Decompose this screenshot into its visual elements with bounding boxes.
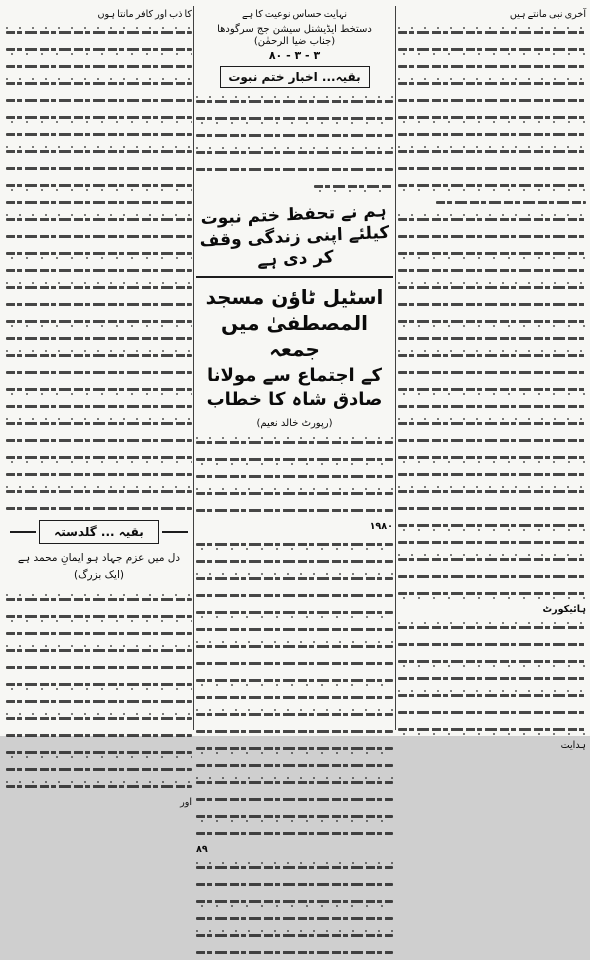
body-text	[196, 535, 393, 841]
divider	[196, 276, 393, 278]
body-text	[196, 858, 393, 960]
page-ref: ۸۹	[196, 843, 208, 855]
signature-name: (جناب ضیا الرحمٰن)	[253, 36, 336, 47]
date-line: ۳ - ۳ - ۸۰	[268, 49, 321, 62]
body-text	[196, 92, 393, 194]
court-line: ہائیکورٹ	[542, 604, 586, 615]
slant-headline: ہم نے تحفظ ختم نبوت کیلئے اپنی زندگی وقف کر دی ہے	[199, 200, 390, 271]
main-headline: اسٹیل ٹاؤن مسجد المصطفیٰ میں جمعہ	[205, 284, 384, 361]
right-column	[398, 6, 586, 751]
body-text	[398, 23, 586, 601]
date-ref: ۱۹۸۰	[369, 520, 393, 532]
body-text-line: آخری نبی مانتے ہیں	[509, 9, 586, 20]
body-text	[196, 433, 393, 518]
signature-org: دستخط ایڈیشنل سیشن جج سرگودھا	[217, 24, 372, 35]
report-credit: (رپورٹ خالد نعیم)	[256, 417, 333, 429]
body-text-line: کا ذب اور کافر مانتا ہوں	[97, 9, 192, 20]
body-text	[6, 590, 192, 794]
column-divider	[193, 6, 194, 730]
main-headline-2: کے اجتماع سے مولانا صادق شاہ کا خطاب	[206, 364, 383, 410]
body-text-line: نہایت حساس نوعیت کا ہے	[241, 9, 348, 20]
verse-line: دل میں عزم جہاد ہو ایمانِ محمد ہے	[17, 552, 181, 564]
verse-attribution: (ایک بزرگ)	[74, 569, 124, 581]
left-column	[6, 6, 192, 808]
column-divider	[395, 6, 396, 730]
body-text-line: ہدایت	[560, 740, 586, 751]
body-text	[6, 23, 192, 516]
middle-column	[196, 6, 393, 855]
continued-label: بقیہ... اخبار ختم نبوت	[220, 66, 370, 88]
body-text-line: اور	[180, 797, 192, 808]
body-text	[398, 618, 586, 737]
section-label: بقیہ ... گلدستہ	[39, 520, 159, 544]
